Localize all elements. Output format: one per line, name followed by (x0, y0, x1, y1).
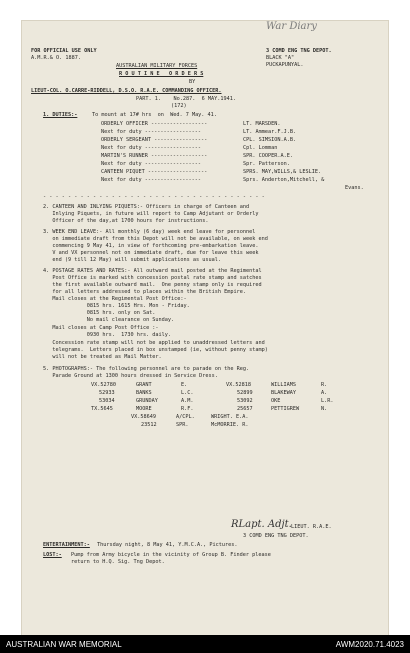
duty-role: ORDERLY SERGEANT ----------------- (101, 137, 208, 143)
duty-assignee: LT. Ammear.F.J.B. (243, 129, 297, 135)
postage-line: No mail clearance on Sunday. (43, 317, 175, 323)
duty-assignee: Evans. (345, 185, 364, 191)
postage-line: telegrams. Letters placed in box unstamped (ie, without penny stamp) (43, 347, 268, 353)
entertainment-text: Thursday night, 8 May 41, Y.M.C.A., Pictures. (97, 542, 238, 548)
canteen-line: Officer of the day,at 1700 hours for instructions. (43, 218, 209, 224)
handwritten-signature: RLapt. Adjt. (231, 519, 292, 530)
personnel-number: TX.5645 (91, 406, 113, 412)
entertainment-label: ENTERTAINMENT:- (43, 542, 90, 548)
personnel-number: 52899 (237, 390, 253, 396)
canteen-line: Inlying Piquets, in future will report to Camp Adjutant or Orderly (43, 211, 259, 217)
personnel-name: OKE (271, 398, 281, 404)
personnel-name: BLAKEWAY (271, 390, 296, 396)
postage-line: 4. POSTAGE RATES AND RATES:- All outward mail posted at the Regimental (43, 268, 262, 274)
postage-line: the first available outward mail. One penny stamp only is required (43, 282, 262, 288)
part-number-line: PART. 1. No.287. 6 MAY.1941. (136, 96, 236, 102)
postage-line: Concession rate stamp will not be applied to unaddressed letters and (43, 340, 265, 346)
personnel-name: WRIGHT. E.A. (211, 414, 249, 420)
personnel-number: VX.52780 (91, 382, 116, 388)
serial-number: (172) (171, 103, 187, 109)
personnel-number: 53034 (99, 398, 115, 404)
duty-role: Next for duty ------------------ (101, 145, 201, 151)
personnel-name: WILLIAMS (271, 382, 296, 388)
personnel-initials: A. (321, 390, 328, 396)
signature-unit: 3 COMD ENG TNG DEPOT. (243, 533, 309, 539)
duty-role: ORDERLY OFFICER ------------------ (101, 121, 208, 127)
lost-text: return to H.Q. Sig. Tng Depot. (71, 559, 165, 565)
photographs-line: Parade Ground at 1300 hours dressed in Service Dress. (43, 373, 218, 379)
personnel-number: 52933 (99, 390, 115, 396)
duty-assignee: Spr. Patterson. (243, 161, 290, 167)
personnel-initials: A.M. (181, 398, 194, 404)
archive-reference: AWM2020.71.4023 (335, 640, 404, 649)
canteen-line: 2. CANTEEN AND INLYING PIQUETS:- Officers in charge of Canteen and (43, 204, 250, 210)
personnel-initials: R. (321, 382, 328, 388)
postage-line: Mail closes at Camp Post Office :- (43, 325, 159, 331)
unit-block: BLACK "A" (266, 55, 295, 61)
leave-line: 3. WEEK END LEAVE:- All monthly (6 day) week end leave for personnel (43, 229, 256, 235)
by-line: BY (189, 79, 196, 85)
leave-line: V and VX personnel not on immediate draft, due for leave this week (43, 250, 259, 256)
duty-assignee: CPL. SIMSION.A.B. (243, 137, 297, 143)
personnel-name: GRUNDAY (136, 398, 158, 404)
leave-line: on immediate draft from this Depot will not be available, on week end (43, 236, 268, 242)
personnel-initials: R.F. (181, 406, 194, 412)
personnel-name: McMORRIE. R. (211, 422, 249, 428)
personnel-name: MOORE (136, 406, 152, 412)
postage-line: will not be treated as Mail Matter. (43, 354, 162, 360)
duty-role: Next for duty ------------------ (101, 129, 201, 135)
postage-line: Mail closes at the Regimental Post Office:- (43, 296, 187, 302)
document-page (21, 20, 389, 636)
personnel-name: BANKS (136, 390, 152, 396)
commanding-officer-line: LIEUT-COL. O.CARRE-RIDDELL, D.S.O. R.A.E. COMMANDING OFFICER. (31, 88, 222, 94)
classification-line: FOR OFFICIAL USE ONLY (31, 48, 97, 54)
postage-line: 0815 hrs. 1615 Hrs. Mon - Friday. (43, 303, 190, 309)
duties-intro: To mount at 17# hrs on Wed. 7 May. 41. (92, 112, 217, 118)
archive-name: AUSTRALIAN WAR MEMORIAL (6, 640, 122, 649)
duty-assignee: SPRS. MAY,WILLS,& LESLIE. (243, 169, 322, 175)
personnel-number: 53092 (237, 398, 253, 404)
personnel-initials: E. (181, 382, 188, 388)
postage-line: 0930 hrs. 1730 hrs. daily. (43, 332, 172, 338)
handwritten-note: War Diary (266, 21, 317, 32)
personnel-initials: N. (321, 406, 328, 412)
photographs-line: 5. PHOTOGRAPHS:- The following personnel are to parade on the Reg. (43, 366, 250, 372)
duty-role: Next for duty ------------------ (101, 177, 201, 183)
personnel-number: 23512 (141, 422, 157, 428)
postage-line: Post Office is marked with concession postal rate stamp and satches (43, 275, 262, 281)
unit-name: 3 COMD ENG TNG DEPOT. (266, 48, 332, 54)
section-divider: - - - - - - - - - - - - - - - - - - - - - - - - - - - - - - - - - - - - (43, 194, 265, 200)
personnel-rank: SPR. (176, 422, 189, 428)
leave-line: end (9 till 12 May) will submit applications as usual. (43, 257, 222, 263)
duty-assignee: SPR. COOPER.A.E. (243, 153, 293, 159)
unit-location: PUCKAPUNYAL. (266, 62, 304, 68)
duty-assignee: Cpl. Lomman (243, 145, 278, 151)
personnel-initials: L.C. (181, 390, 194, 396)
lost-text: Pump from Army bicycle in the vicinity of Group B. Finder please (71, 552, 271, 558)
leave-line: commencing 9 May 41, in view of forthcoming pre-embarkation leave. (43, 243, 259, 249)
duty-role: CANTEEN PIQUET ------------------- (101, 169, 208, 175)
duties-label: 1. DUTIES:- (43, 112, 78, 118)
personnel-number: 25657 (237, 406, 253, 412)
personnel-number: VX.58649 (131, 414, 156, 420)
postage-line: 0815 hrs. only on Sat. (43, 310, 156, 316)
document-title: AUSTRALIAN MILITARY FORCES (116, 63, 198, 69)
archive-footer (0, 635, 410, 653)
duty-role: MARTIN'S RUNNER ------------------ (101, 153, 208, 159)
personnel-initials: L.R. (321, 398, 334, 404)
duty-assignee: Sprs. Anderton,Mitchell, & (243, 177, 325, 183)
duty-assignee: LT. MARSDEN. (243, 121, 281, 127)
signature-rank: LIEUT. R.A.E. (291, 524, 332, 530)
personnel-rank: A/CPL. (176, 414, 195, 420)
postage-line: for all letters addressed to places within the British Empire. (43, 289, 247, 295)
personnel-name: GRANT (136, 382, 152, 388)
personnel-number: VX.52818 (226, 382, 251, 388)
personnel-name: PETTIGREW (271, 406, 300, 412)
duty-role: Next for duty ------------------ (101, 161, 201, 167)
lost-label: LOST:- (43, 552, 62, 558)
routine-orders-title: R O U T I N E O R D E R S (119, 71, 204, 77)
regulation-ref: A.M.R.& O. 1887. (31, 55, 81, 61)
